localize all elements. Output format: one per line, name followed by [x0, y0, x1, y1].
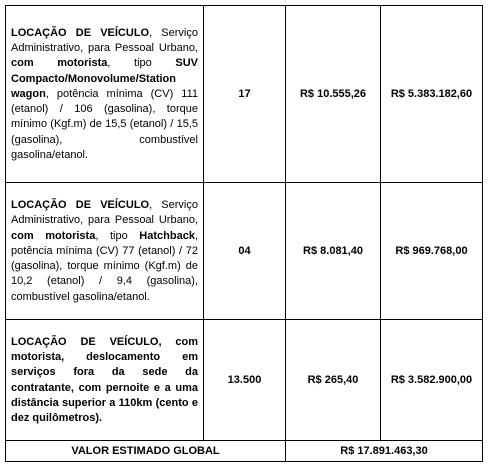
item-description	[6, 183, 204, 320]
item-description	[6, 6, 204, 183]
total-value: R$ 17.891.463,30	[286, 441, 483, 462]
item-text: , Serviço Administrativo, para Pessoal Urbano,	[11, 198, 198, 227]
total-price-cell: R$ 3.582.900,00	[381, 320, 483, 441]
item-text: , potência mínima (CV) 111 (etanol) / 106 (gasolina), torque mínimo (Kgf.m) de 15,5 (etanol) / 15,5 (gasolina), combustível gasolina/etanol.	[11, 87, 198, 162]
price-table	[5, 5, 483, 462]
item-text: , tipo	[107, 57, 176, 70]
item-text: , potência mínima (CV) 77 (etanol) / 72 (gasolina), torque mínimo (Kgf.m) de 10,2 (etanol) / 9,4 (gasolina), combustível gasolina/etanol.	[11, 229, 198, 303]
vehicle-type: SUV Compacto/Monovolume/Station wagon	[11, 57, 199, 100]
item-text: , tipo	[95, 229, 140, 242]
table-row	[6, 6, 483, 183]
item-text: , Serviço Administrativo, para Pessoal Urbano,	[11, 26, 198, 54]
quantity-cell: 13.500	[204, 320, 286, 441]
unit-price-cell: R$ 8.081,40	[286, 183, 381, 320]
vehicle-type: Hatchback	[139, 229, 195, 242]
table-row	[6, 320, 483, 441]
item-description	[6, 320, 204, 441]
item-emphasis: com motorista	[11, 57, 108, 70]
total-label: VALOR ESTIMADO GLOBAL	[6, 441, 286, 462]
quantity-cell: 17	[204, 6, 286, 183]
unit-price-cell: R$ 10.555,26	[286, 6, 381, 183]
total-price-cell: R$ 969.768,00	[381, 183, 483, 320]
item-emphasis: com motorista	[11, 229, 96, 242]
unit-price-cell: R$ 265,40	[286, 320, 381, 441]
total-row	[6, 441, 483, 462]
item-title: LOCAÇÃO DE VEÍCULO	[11, 198, 150, 211]
item-title: LOCAÇÃO DE VEÍCULO, com motorista, deslocamento em serviços fora da sede da contratante, com pernoite e a uma distância superior a 110km (cento e dez quilômetros).	[11, 335, 198, 425]
quantity-cell: 04	[204, 183, 286, 320]
total-price-cell: R$ 5.383.182,60	[381, 6, 483, 183]
table-row	[6, 183, 483, 320]
item-title: LOCAÇÃO DE VEÍCULO	[11, 26, 150, 39]
